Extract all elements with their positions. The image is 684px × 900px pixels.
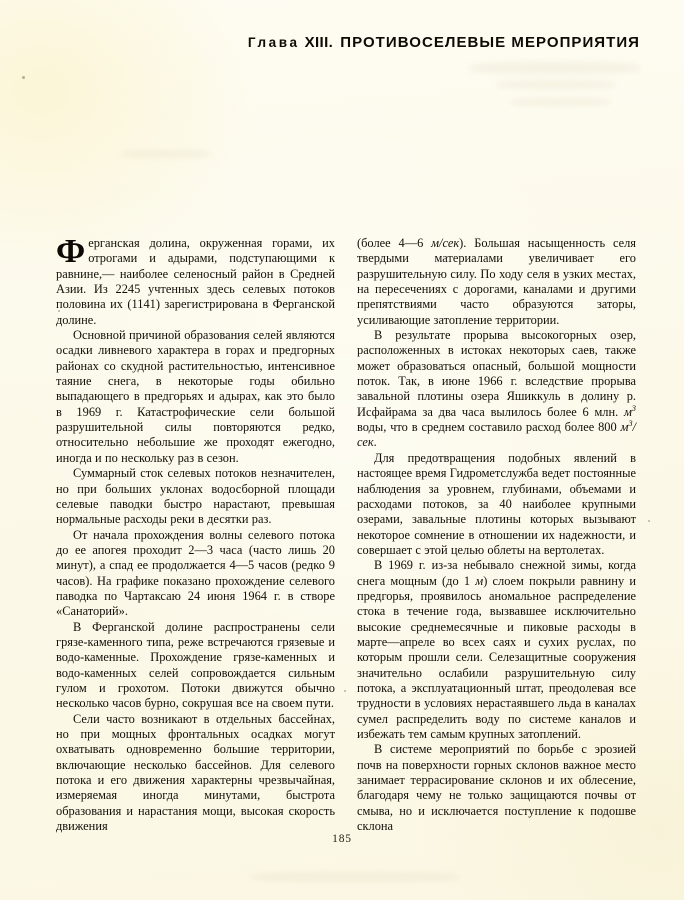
running-head-chapter-title: ПРОТИВОСЕЛЕВЫЕ МЕРОПРИЯТИЯ <box>340 34 640 51</box>
text-run: /сек <box>357 420 636 450</box>
paragraph-monitoring <box>357 451 636 558</box>
paragraph-text: ерганская долина, окруженная горами, их отрогами и адырами, подступающими к равнине,— наиболее селеносный район в Средней Азии. Из 2245 учтенных здесь селевых потоков половина их (1141) зарегистрирована в Ферганской долине. <box>56 236 335 327</box>
paragraph-types: В Ферганской долине распространены сели грязе-каменного типа, реже встречаются грязевые и водо-каменные. Прохождение грязе-каменных и водо-каменных селей сопровождается сильным гулом и грохотом. Потоки движутся обычно несколько часов бурно, сокрушая все на своем пути. <box>56 619 335 711</box>
page-number: 185 <box>332 833 352 845</box>
text-run: 3 <box>628 419 633 428</box>
paragraph-erosion <box>357 742 636 834</box>
text-run: ) слоем покрыли равнину и предгорья, проявилось аномальное распределение стока в течение года, вызвавшее исключительно высокие среднемесячные и пиковые расходы в марте—апреле во всех саях и сухих руслах, по которым прошли сели. Селезащитные сооружения значительно ослабили разрушительную силу потока, а эксплуатационный штат, преодолевая все трудности в условиях нерастаявшего льда в каналах сумел распределить воду по системе каналов и избежать тем самым крупных затоплений. <box>357 573 636 741</box>
drop-cap: Ф <box>56 233 86 270</box>
scan-speck <box>648 520 650 522</box>
text-column-right <box>357 236 636 834</box>
text-run: м <box>475 573 484 588</box>
paragraph-speed-continued <box>357 236 636 328</box>
text-run: В результате прорыва высокогорных озер, расположенных в истоках некоторых саев, также может образоваться опасный, большой мощности поток. Так, в июне 1966 г. вследствие прорыва завальной плотины озера Яшиккуль в долину р. Исфайрама за два часа вылилось более 6 млн. <box>357 328 636 419</box>
running-head-chapter-word: Глава <box>247 35 300 50</box>
paragraph-causes: Основной причиной образования селей являются осадки ливневого характера в горах и предгорных районах со скудной растительностью, интенсивное таяние снега, в некоторые годы обильно выпадающего в предгорьях и адырах, как это было в 1969 г. Катастрофические сели большой разрушительной силы повторяются редко, относительно небольшие же проходят ежегодно, иногда и по нескольку раз в сезон. <box>56 328 335 465</box>
bleed-through-artifact <box>510 98 610 106</box>
scan-speck <box>22 76 25 79</box>
bleed-through-artifact <box>120 150 210 158</box>
text-column-left <box>56 233 335 834</box>
text-run: м <box>623 404 632 419</box>
bleed-through-artifact <box>470 62 640 74</box>
text-run: . <box>373 435 377 450</box>
text-run: Для предотвращения подобных явлений в настоящее время Гидрометслужба ведет постоянные наблюдения за уровнем, глубинами, объемами и расходами потоков, за 40 наиболее крупными озерами, завальные плотины которых вызывают некоторое сомнение в отношении их надежности, и совершает с этой целью облеты на вертолетах. <box>357 450 636 557</box>
text-run: В системе мероприятий по борьбе с эрозией почв на поверхности горных склонов важное место занимает террасирование склонов и их облесение, благодаря чему не только защищаются почвы от смыва, но и исключается поступление к подошве склона <box>357 742 636 834</box>
paragraph-wave: От начала прохождения волны селевого потока до ее апогея проходит 2—3 часа (часто лишь 20 минут), а спад ее продолжается 4—5 часов (редко 9 часов). На графике показано прохождение селевого паводка по Чартаксаю 24 июня 1964 г. в створе «Санаторий». <box>56 527 335 619</box>
paragraph-basins: Сели часто возникают в отдельных бассейнах, но при мощных фронтальных осадках могут охватывать одновременно большие территории, включающие несколько бассейнов. Для селевого потока и его движения характерны чрезвычайная, измеряемая иногда минутами, быстрота образования и нарастания мощи, высокая скорость движения <box>56 711 335 834</box>
paragraph-year-1969 <box>357 558 636 742</box>
bleed-through-artifact <box>496 80 616 89</box>
running-head-chapter-number: XIII. <box>304 34 334 51</box>
text-run: В 1969 г. из-за небывало снежной зимы, когда снега мощным (до 1 <box>357 558 636 588</box>
text-run: ). Большая насыщенность селя твердыми материалами увеличивает его разрушительную силу. По ходу селя в узких местах, на пересечениях с дорогами, каналами и другими препятствиями часто образуются заторы, усиливающие затопление территории. <box>357 236 636 327</box>
text-run: м <box>620 420 629 435</box>
paragraph-lakes <box>357 328 636 451</box>
text-run: воды, что в среднем составило расход более 800 <box>357 420 621 435</box>
text-run: (более 4—6 <box>357 236 432 250</box>
bleed-through-artifact <box>250 872 460 882</box>
body-text-columns <box>56 233 636 834</box>
paragraph-runoff: Суммарный сток селевых потоков незначителен, но при больших уклонах водосборной площади селевые паводки быстро нарастают, превышая нормальные расходы реки в десятки раз. <box>56 466 335 527</box>
text-run: м/сек <box>431 236 460 250</box>
text-run: 3 <box>631 403 636 413</box>
running-head <box>44 34 640 52</box>
paragraph-intro <box>56 233 335 328</box>
